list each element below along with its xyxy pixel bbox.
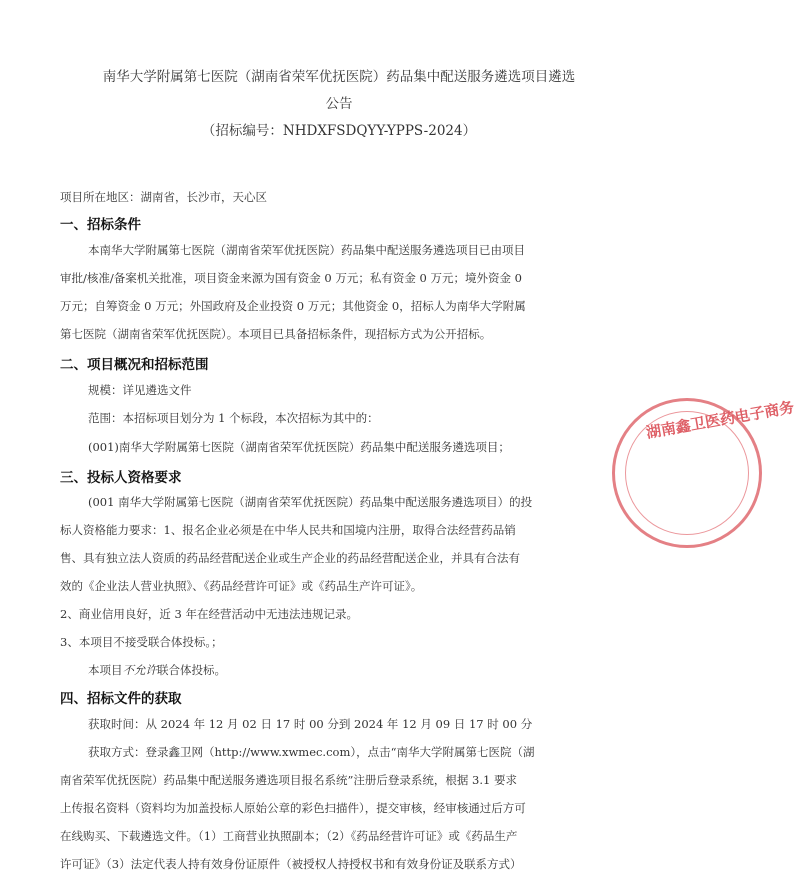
section-3-line: 2、商业信用良好，近 3 年在经营活动中无违法违规记录。 bbox=[60, 607, 358, 621]
section-3-heading: 三、投标人资格要求 bbox=[60, 470, 182, 486]
section-4-line: 上传报名资料（资料均为加盖投标人原始公章的彩色扫描件），提交审核，经审核通过后方可 bbox=[60, 801, 526, 815]
section-1-line: 第七医院（湖南省荣军优抚医院）。本项目已具备招标条件，现招标方式为公开招标。 bbox=[60, 327, 492, 341]
section-1-line: 本南华大学附属第七医院（湖南省荣军优抚医院）药品集中配送服务遴选项目已由项目 bbox=[88, 243, 525, 257]
section-4-line: 许可证》（3）法定代表人持有效身份证原件（被授权人持授权书和有效身份证及联系方式） bbox=[60, 857, 522, 871]
consortium-not-allowed: 不允许 bbox=[122, 663, 157, 677]
section-1-line: 万元；自筹资金 0 万元；外国政府及企业投资 0 万元；其他资金 0，招标人为南华大学附属 bbox=[60, 299, 526, 313]
section-3-line: 标人资格能力要求：1、报名企业必须是在中华人民共和国境内注册，取得合法经营药品销 bbox=[60, 523, 516, 537]
section-2-line: (001)南华大学附属第七医院（湖南省荣军优抚医院）药品集中配送服务遴选项目； bbox=[88, 440, 510, 454]
section-3-line: 3、本项目不接受联合体投标。； bbox=[60, 635, 223, 649]
section-2-heading: 二、项目概况和招标范围 bbox=[60, 357, 209, 373]
section-2-line: 规模：详见遴选文件 bbox=[88, 383, 192, 397]
tender-number: （招标编号：NHDXFSDQYY-YPPS-2024） bbox=[201, 123, 477, 139]
section-1-line: 审批/核准/备案机关批准，项目资金来源为国有资金 0 万元；私有资金 0 万元；境外资金 0 bbox=[60, 271, 522, 285]
section-3-line: 售、具有独立法人资质的药品经营配送企业或生产企业的药品经营配送企业，并具有合法有 bbox=[60, 551, 520, 565]
section-3-line: (001 南华大学附属第七医院（湖南省荣军优抚医院）药品集中配送服务遴选项目）的投 bbox=[88, 495, 533, 509]
seal-text: 湖南鑫卫医药电子商务 bbox=[644, 398, 796, 442]
section-4-line: 获取时间：从 2024 年 12 月 02 日 17 时 00 分到 2024 年 12 月 09 日 17 时 00 分 bbox=[88, 717, 533, 731]
section-3-line: 效的《企业法人营业执照》、《药品经营许可证》或《药品生产许可证》。 bbox=[60, 579, 423, 593]
section-2-line: 范围：本招标项目划分为 1 个标段，本次招标为其中的： bbox=[88, 411, 379, 425]
section-4-line: 在线购买、下载遴选文件。（1）工商营业执照副本；（2）《药品经营许可证》或《药品生产 bbox=[60, 829, 518, 843]
consortium-prefix: 本项目 bbox=[88, 663, 123, 677]
consortium-statement bbox=[88, 662, 226, 678]
consortium-suffix: 联合体投标。 bbox=[157, 663, 226, 677]
company-seal-stamp bbox=[612, 398, 796, 548]
title-line-1: 南华大学附属第七医院（湖南省荣军优抚医院）药品集中配送服务遴选项目遴选 bbox=[102, 69, 576, 85]
section-1-heading: 一、招标条件 bbox=[60, 217, 141, 233]
section-4-line: 获取方式：登录鑫卫网（http://www.xwmec.com），点击“南华大学附属第七医院（湖 bbox=[88, 745, 535, 759]
announcement-title bbox=[40, 64, 638, 145]
title-line-2: 公告 bbox=[325, 96, 353, 112]
section-4-line: 南省荣军优抚医院）药品集中配送服务遴选项目报名系统”注册后登录系统，根据 3.1 要求 bbox=[60, 773, 517, 787]
project-location: 项目所在地区：湖南省，长沙市，天心区 bbox=[60, 190, 267, 204]
section-4-heading: 四、招标文件的获取 bbox=[60, 691, 182, 707]
